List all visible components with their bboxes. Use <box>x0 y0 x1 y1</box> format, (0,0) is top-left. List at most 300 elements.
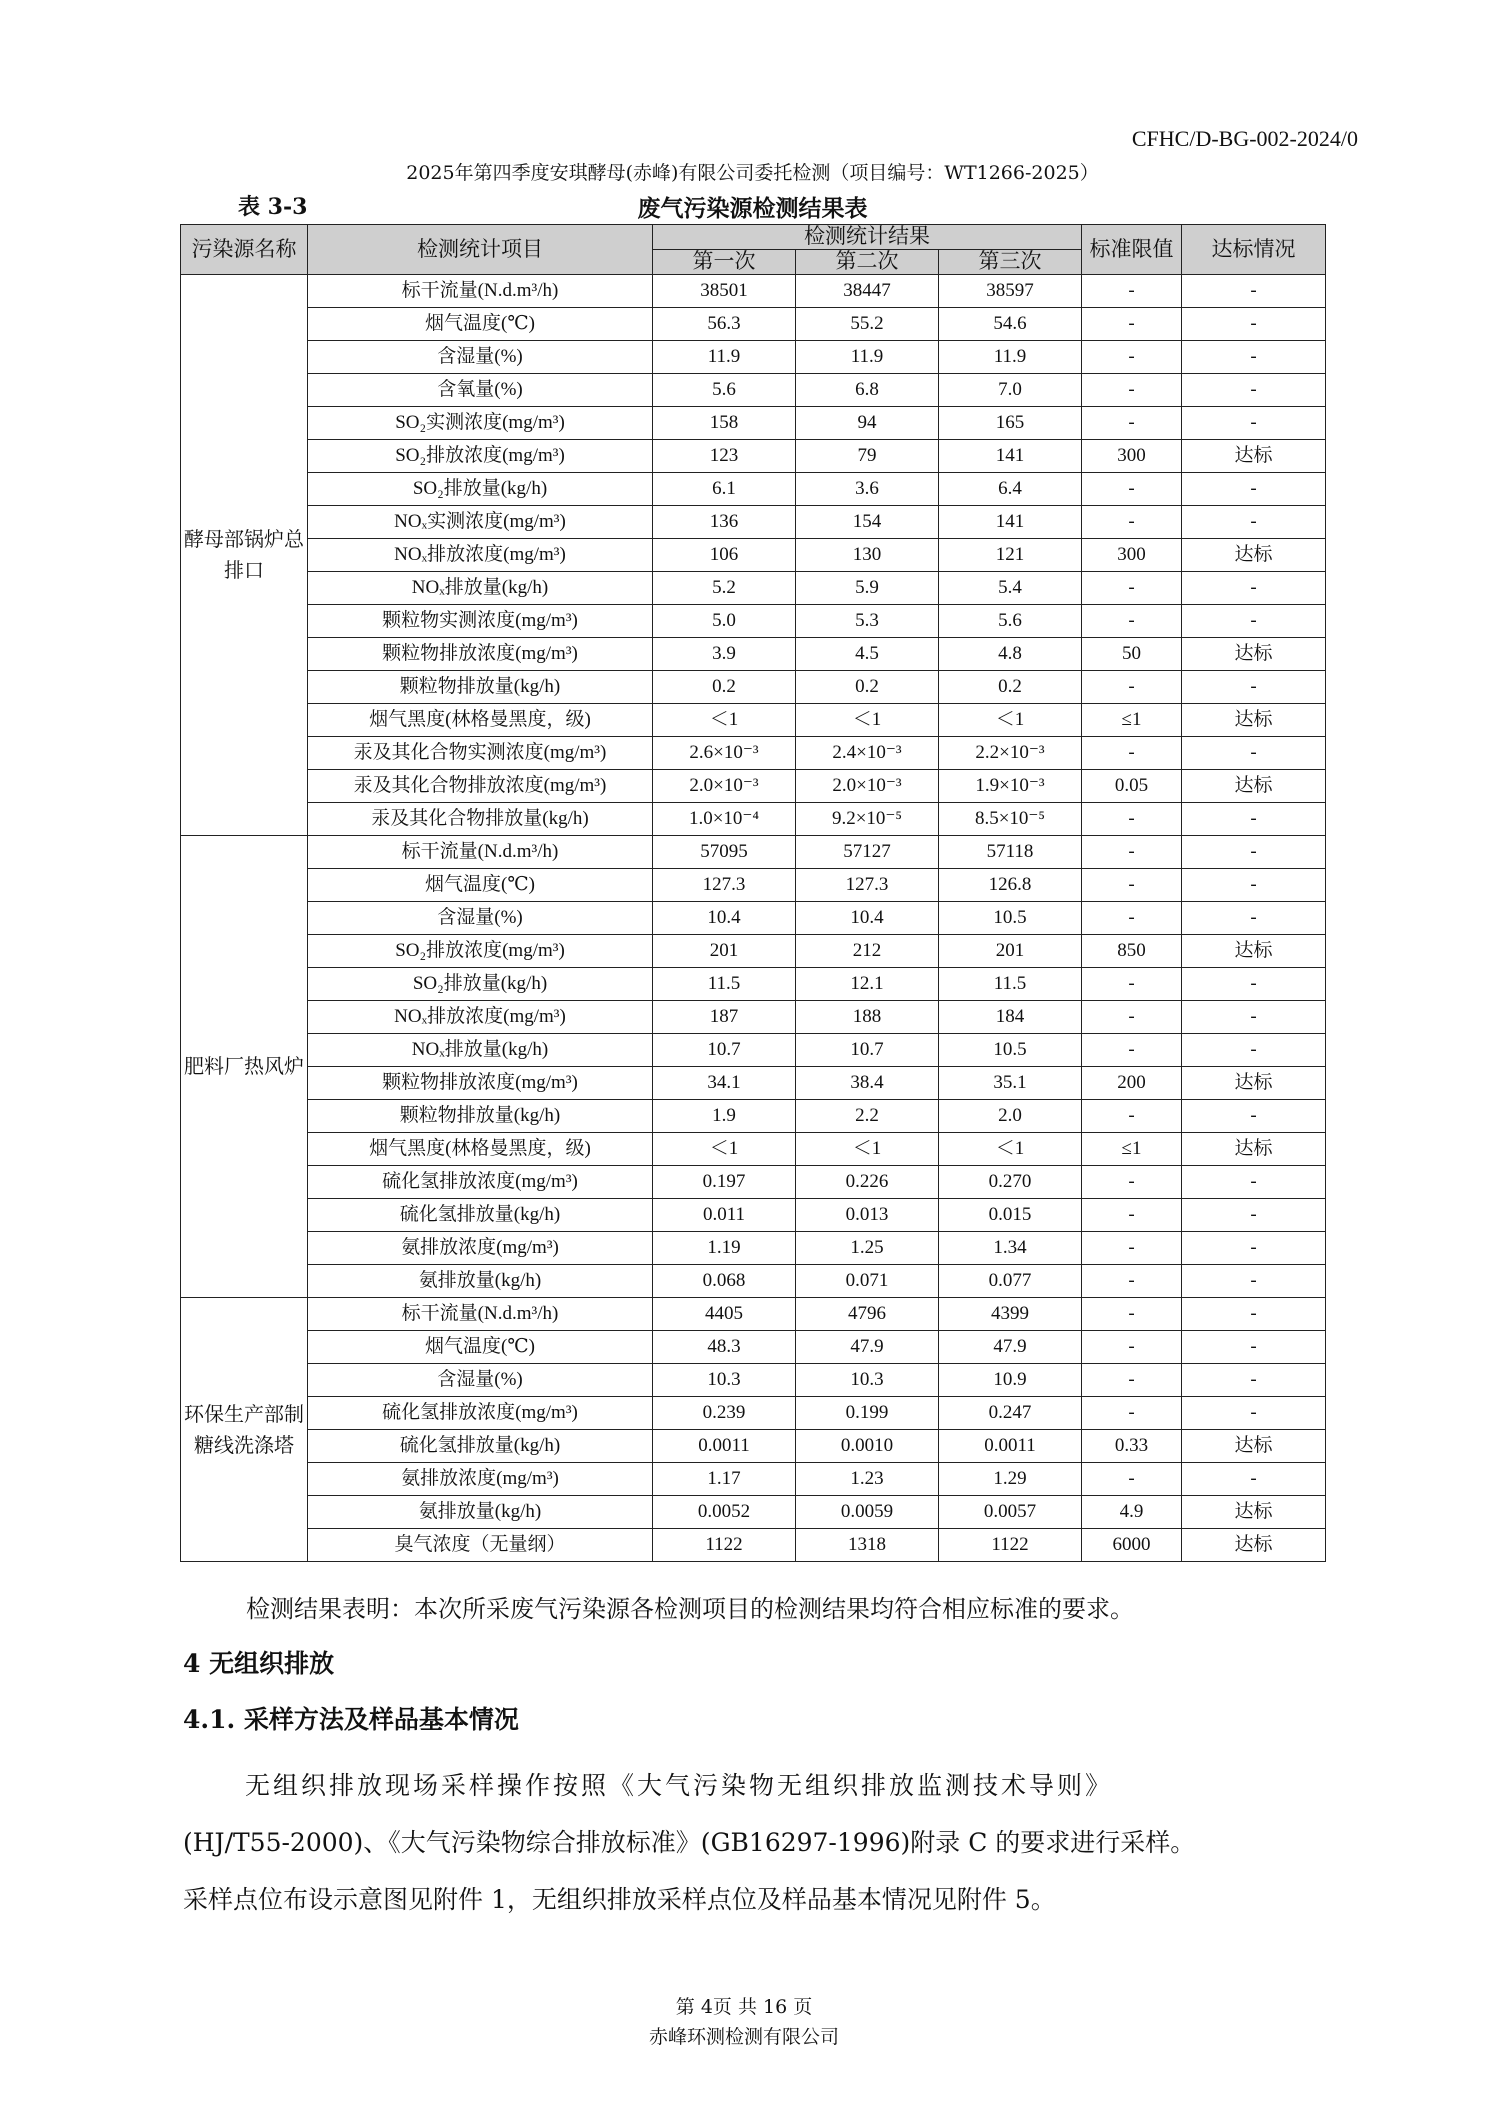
cell-r3: 1.29 <box>939 1463 1082 1496</box>
cell-item: SO₂排放量(kg/h) <box>308 968 653 1001</box>
source-name: 酵母部锅炉总排口 <box>181 275 308 836</box>
cell-limit: - <box>1082 902 1182 935</box>
cell-status: - <box>1182 605 1326 638</box>
cell-limit: 6000 <box>1082 1529 1182 1562</box>
cell-status: 达标 <box>1182 1133 1326 1166</box>
cell-limit: - <box>1082 1265 1182 1298</box>
cell-item: NOₓ排放量(kg/h) <box>308 1034 653 1067</box>
cell-r3: 4.8 <box>939 638 1082 671</box>
cell-r2: 0.0059 <box>796 1496 939 1529</box>
table-row <box>181 407 1326 440</box>
cell-r2: 12.1 <box>796 968 939 1001</box>
header-item: 检测统计项目 <box>308 225 653 275</box>
table-row <box>181 902 1326 935</box>
cell-item: SO₂实测浓度(mg/m³) <box>308 407 653 440</box>
cell-limit: - <box>1082 1100 1182 1133</box>
cell-r1: 6.1 <box>653 473 796 506</box>
table-row <box>181 1529 1326 1562</box>
cell-status: 达标 <box>1182 935 1326 968</box>
cell-item: 颗粒物排放量(kg/h) <box>308 671 653 704</box>
cell-r1: 0.0011 <box>653 1430 796 1463</box>
table-row <box>181 341 1326 374</box>
cell-limit: - <box>1082 671 1182 704</box>
table-row <box>181 473 1326 506</box>
table-row <box>181 1166 1326 1199</box>
table-row <box>181 1067 1326 1100</box>
cell-item: 烟气温度(℃) <box>308 869 653 902</box>
paragraph-line: 无组织排放现场采样操作按照《大气污染物无组织排放监测技术导则》 <box>245 1771 1114 1800</box>
cell-item: 含湿量(%) <box>308 341 653 374</box>
table-row <box>181 1100 1326 1133</box>
table-row <box>181 1463 1326 1496</box>
cell-item: 氨排放浓度(mg/m³) <box>308 1463 653 1496</box>
cell-item: 烟气黑度(林格曼黑度，级) <box>308 704 653 737</box>
cell-item: 标干流量(N.d.m³/h) <box>308 275 653 308</box>
cell-status: - <box>1182 1100 1326 1133</box>
table-row <box>181 869 1326 902</box>
cell-status: - <box>1182 671 1326 704</box>
cell-r3: 10.5 <box>939 902 1082 935</box>
header-third: 第三次 <box>939 250 1082 275</box>
cell-limit: - <box>1082 341 1182 374</box>
cell-r2: 1.23 <box>796 1463 939 1496</box>
cell-r1: 3.9 <box>653 638 796 671</box>
cell-limit: - <box>1082 374 1182 407</box>
cell-r3: ＜1 <box>939 704 1082 737</box>
cell-status: 达标 <box>1182 539 1326 572</box>
cell-item: 硫化氢排放浓度(mg/m³) <box>308 1397 653 1430</box>
cell-limit: - <box>1082 1331 1182 1364</box>
cell-item: 臭气浓度（无量纲） <box>308 1529 653 1562</box>
cell-item: SO₂排放浓度(mg/m³) <box>308 935 653 968</box>
cell-status: - <box>1182 473 1326 506</box>
cell-limit: - <box>1082 605 1182 638</box>
cell-status: - <box>1182 341 1326 374</box>
cell-r1: 0.239 <box>653 1397 796 1430</box>
cell-r1: 158 <box>653 407 796 440</box>
cell-r3: ＜1 <box>939 1133 1082 1166</box>
cell-r3: 0.247 <box>939 1397 1082 1430</box>
cell-r2: 130 <box>796 539 939 572</box>
cell-r2: 188 <box>796 1001 939 1034</box>
table-row <box>181 374 1326 407</box>
table-row <box>181 539 1326 572</box>
document-code: CFHC/D-BG-002-2024/0 <box>1131 126 1358 151</box>
cell-r3: 1.34 <box>939 1232 1082 1265</box>
cell-r2: 10.7 <box>796 1034 939 1067</box>
cell-r1: 10.3 <box>653 1364 796 1397</box>
cell-item: 硫化氢排放浓度(mg/m³) <box>308 1166 653 1199</box>
cell-r2: ＜1 <box>796 704 939 737</box>
header-first: 第一次 <box>653 250 796 275</box>
table-row <box>181 1133 1326 1166</box>
cell-limit: - <box>1082 506 1182 539</box>
cell-status: - <box>1182 1463 1326 1496</box>
cell-r3: 0.015 <box>939 1199 1082 1232</box>
cell-r1: 0.2 <box>653 671 796 704</box>
cell-status: - <box>1182 572 1326 605</box>
cell-r1: 57095 <box>653 836 796 869</box>
table-row <box>181 1331 1326 1364</box>
cell-r1: 127.3 <box>653 869 796 902</box>
source-name: 环保生产部制糖线洗涤塔 <box>181 1298 308 1562</box>
header-limit: 标准限值 <box>1082 225 1182 275</box>
cell-r2: ＜1 <box>796 1133 939 1166</box>
cell-limit: 4.9 <box>1082 1496 1182 1529</box>
table-caption <box>180 188 1325 222</box>
cell-status: - <box>1182 1034 1326 1067</box>
cell-status: 达标 <box>1182 1430 1326 1463</box>
table-row <box>181 638 1326 671</box>
cell-limit: - <box>1082 836 1182 869</box>
cell-r3: 6.4 <box>939 473 1082 506</box>
table-row <box>181 440 1326 473</box>
cell-r3: 35.1 <box>939 1067 1082 1100</box>
results-table <box>180 224 1326 1562</box>
cell-item: 含氧量(%) <box>308 374 653 407</box>
cell-r2: 6.8 <box>796 374 939 407</box>
cell-r3: 54.6 <box>939 308 1082 341</box>
cell-r3: 7.0 <box>939 374 1082 407</box>
cell-r2: 11.9 <box>796 341 939 374</box>
cell-r1: 2.0×10⁻³ <box>653 770 796 803</box>
cell-item: 硫化氢排放量(kg/h) <box>308 1430 653 1463</box>
cell-limit: 50 <box>1082 638 1182 671</box>
cell-status: - <box>1182 1265 1326 1298</box>
cell-r2: 10.4 <box>796 902 939 935</box>
cell-status: - <box>1182 803 1326 836</box>
cell-r3: 165 <box>939 407 1082 440</box>
cell-limit: ≤1 <box>1082 1133 1182 1166</box>
cell-r1: 48.3 <box>653 1331 796 1364</box>
cell-status: - <box>1182 1331 1326 1364</box>
cell-r2: 4.5 <box>796 638 939 671</box>
cell-r1: 123 <box>653 440 796 473</box>
cell-limit: - <box>1082 473 1182 506</box>
cell-status: - <box>1182 836 1326 869</box>
table-row <box>181 1265 1326 1298</box>
cell-r2: 38.4 <box>796 1067 939 1100</box>
cell-limit: - <box>1082 1397 1182 1430</box>
cell-r1: 5.2 <box>653 572 796 605</box>
cell-limit: - <box>1082 1166 1182 1199</box>
table-row <box>181 1496 1326 1529</box>
cell-limit: - <box>1082 737 1182 770</box>
header-results: 检测统计结果 <box>653 225 1082 250</box>
table-row <box>181 770 1326 803</box>
cell-item: 颗粒物排放量(kg/h) <box>308 1100 653 1133</box>
cell-item: 硫化氢排放量(kg/h) <box>308 1199 653 1232</box>
cell-item: SO₂排放浓度(mg/m³) <box>308 440 653 473</box>
cell-r1: 1.9 <box>653 1100 796 1133</box>
cell-item: 烟气黑度(林格曼黑度，级) <box>308 1133 653 1166</box>
cell-r3: 1.9×10⁻³ <box>939 770 1082 803</box>
source-name: 肥料厂热风炉 <box>181 836 308 1298</box>
table-row <box>181 836 1326 869</box>
subsection-title: 4.1. 采样方法及样品基本情况 <box>183 1705 519 1734</box>
cell-limit: 0.05 <box>1082 770 1182 803</box>
table-row <box>181 572 1326 605</box>
cell-r2: 0.0010 <box>796 1430 939 1463</box>
cell-status: - <box>1182 1364 1326 1397</box>
cell-limit: 300 <box>1082 440 1182 473</box>
cell-r3: 10.5 <box>939 1034 1082 1067</box>
cell-r1: 11.9 <box>653 341 796 374</box>
cell-r1: 1.19 <box>653 1232 796 1265</box>
cell-limit: - <box>1082 308 1182 341</box>
table-row <box>181 1364 1326 1397</box>
cell-r3: 0.270 <box>939 1166 1082 1199</box>
cell-r3: 2.2×10⁻³ <box>939 737 1082 770</box>
cell-r2: 0.013 <box>796 1199 939 1232</box>
paragraph-line: 采样点位布设示意图见附件 1，无组织排放采样点位及样品基本情况见附件 5。 <box>183 1885 1056 1914</box>
cell-r1: 5.6 <box>653 374 796 407</box>
cell-limit: ≤1 <box>1082 704 1182 737</box>
cell-limit: - <box>1082 1034 1182 1067</box>
cell-status: 达标 <box>1182 440 1326 473</box>
cell-r3: 8.5×10⁻⁵ <box>939 803 1082 836</box>
header-status: 达标情况 <box>1182 225 1326 275</box>
cell-item: 烟气温度(℃) <box>308 308 653 341</box>
cell-item: 汞及其化合物排放量(kg/h) <box>308 803 653 836</box>
cell-r1: 187 <box>653 1001 796 1034</box>
table-row <box>181 737 1326 770</box>
header-second: 第二次 <box>796 250 939 275</box>
cell-r1: 34.1 <box>653 1067 796 1100</box>
cell-r3: 1122 <box>939 1529 1082 1562</box>
cell-item: 汞及其化合物实测浓度(mg/m³) <box>308 737 653 770</box>
cell-r2: 3.6 <box>796 473 939 506</box>
cell-status: - <box>1182 869 1326 902</box>
table-row <box>181 671 1326 704</box>
cell-item: 氨排放量(kg/h) <box>308 1265 653 1298</box>
table-row <box>181 968 1326 1001</box>
cell-r2: 2.2 <box>796 1100 939 1133</box>
cell-r1: 0.068 <box>653 1265 796 1298</box>
cell-status: - <box>1182 506 1326 539</box>
cell-r3: 0.0011 <box>939 1430 1082 1463</box>
table-row <box>181 1001 1326 1034</box>
cell-limit: 300 <box>1082 539 1182 572</box>
cell-status: - <box>1182 968 1326 1001</box>
cell-r1: 1122 <box>653 1529 796 1562</box>
cell-item: NOₓ实测浓度(mg/m³) <box>308 506 653 539</box>
cell-r2: 1.25 <box>796 1232 939 1265</box>
cell-item: NOₓ排放浓度(mg/m³) <box>308 539 653 572</box>
cell-r3: 2.0 <box>939 1100 1082 1133</box>
section-title: 4 无组织排放 <box>183 1649 335 1678</box>
cell-r1: ＜1 <box>653 704 796 737</box>
cell-item: NOₓ排放浓度(mg/m³) <box>308 1001 653 1034</box>
cell-r2: 47.9 <box>796 1331 939 1364</box>
paragraph-line: (HJ/T55-2000)、《大气污染物综合排放标准》(GB16297-1996)附录 C 的要求进行采样。 <box>183 1828 1196 1857</box>
cell-r3: 141 <box>939 506 1082 539</box>
cell-item: 颗粒物排放浓度(mg/m³) <box>308 1067 653 1100</box>
cell-limit: - <box>1082 407 1182 440</box>
cell-r1: ＜1 <box>653 1133 796 1166</box>
table-number: 表 3-3 <box>238 194 308 220</box>
cell-r3: 38597 <box>939 275 1082 308</box>
table-row <box>181 1232 1326 1265</box>
cell-status: - <box>1182 374 1326 407</box>
cell-item: 含湿量(%) <box>308 902 653 935</box>
cell-r2: 57127 <box>796 836 939 869</box>
cell-limit: - <box>1082 572 1182 605</box>
cell-item: 氨排放浓度(mg/m³) <box>308 1232 653 1265</box>
cell-r2: 127.3 <box>796 869 939 902</box>
cell-limit: 200 <box>1082 1067 1182 1100</box>
cell-limit: - <box>1082 869 1182 902</box>
cell-status: 达标 <box>1182 704 1326 737</box>
cell-status: 达标 <box>1182 1067 1326 1100</box>
cell-item: 颗粒物排放浓度(mg/m³) <box>308 638 653 671</box>
cell-status: - <box>1182 275 1326 308</box>
cell-limit: - <box>1082 1463 1182 1496</box>
cell-r3: 5.4 <box>939 572 1082 605</box>
cell-item: NOₓ排放量(kg/h) <box>308 572 653 605</box>
cell-r3: 126.8 <box>939 869 1082 902</box>
cell-r2: 5.3 <box>796 605 939 638</box>
cell-status: - <box>1182 1397 1326 1430</box>
table-row <box>181 1430 1326 1463</box>
cell-r3: 0.2 <box>939 671 1082 704</box>
cell-status: - <box>1182 737 1326 770</box>
cell-r2: 9.2×10⁻⁵ <box>796 803 939 836</box>
cell-limit: - <box>1082 1001 1182 1034</box>
cell-r2: 0.199 <box>796 1397 939 1430</box>
cell-r2: 212 <box>796 935 939 968</box>
cell-r2: 5.9 <box>796 572 939 605</box>
cell-r2: 94 <box>796 407 939 440</box>
cell-r1: 0.0052 <box>653 1496 796 1529</box>
cell-r2: 55.2 <box>796 308 939 341</box>
cell-r3: 10.9 <box>939 1364 1082 1397</box>
cell-r3: 57118 <box>939 836 1082 869</box>
cell-r2: 2.4×10⁻³ <box>796 737 939 770</box>
cell-r3: 11.9 <box>939 341 1082 374</box>
cell-r2: 0.2 <box>796 671 939 704</box>
cell-r2: 1318 <box>796 1529 939 1562</box>
cell-item: 标干流量(N.d.m³/h) <box>308 836 653 869</box>
table-title: 废气污染源检测结果表 <box>637 195 868 222</box>
cell-r1: 0.197 <box>653 1166 796 1199</box>
cell-r2: 2.0×10⁻³ <box>796 770 939 803</box>
cell-status: - <box>1182 1001 1326 1034</box>
table-row <box>181 1298 1326 1331</box>
cell-r1: 56.3 <box>653 308 796 341</box>
cell-status: 达标 <box>1182 1529 1326 1562</box>
cell-status: - <box>1182 407 1326 440</box>
cell-r3: 184 <box>939 1001 1082 1034</box>
table-body <box>181 275 1326 1562</box>
cell-limit: - <box>1082 1364 1182 1397</box>
cell-limit: - <box>1082 1232 1182 1265</box>
cell-r1: 0.011 <box>653 1199 796 1232</box>
cell-status: 达标 <box>1182 638 1326 671</box>
cell-r1: 10.4 <box>653 902 796 935</box>
cell-item: 标干流量(N.d.m³/h) <box>308 1298 653 1331</box>
cell-item: 氨排放量(kg/h) <box>308 1496 653 1529</box>
cell-limit: - <box>1082 1298 1182 1331</box>
cell-status: - <box>1182 308 1326 341</box>
cell-r3: 47.9 <box>939 1331 1082 1364</box>
cell-r2: 4796 <box>796 1298 939 1331</box>
cell-item: 汞及其化合物排放浓度(mg/m³) <box>308 770 653 803</box>
table-row <box>181 935 1326 968</box>
table-row <box>181 1199 1326 1232</box>
page-number: 第 4页 共 16 页 <box>675 1996 813 2018</box>
table-row <box>181 308 1326 341</box>
cell-r3: 11.5 <box>939 968 1082 1001</box>
cell-r2: 38447 <box>796 275 939 308</box>
cell-r2: 154 <box>796 506 939 539</box>
result-note: 检测结果表明：本次所采废气污染源各检测项目的检测结果均符合相应标准的要求。 <box>246 1595 1134 1623</box>
table-row <box>181 275 1326 308</box>
table-row <box>181 704 1326 737</box>
cell-r2: 79 <box>796 440 939 473</box>
cell-r3: 0.077 <box>939 1265 1082 1298</box>
cell-r2: 0.226 <box>796 1166 939 1199</box>
cell-item: 烟气温度(℃) <box>308 1331 653 1364</box>
cell-limit: 850 <box>1082 935 1182 968</box>
cell-r1: 10.7 <box>653 1034 796 1067</box>
cell-r2: 0.071 <box>796 1265 939 1298</box>
cell-status: - <box>1182 1298 1326 1331</box>
cell-status: - <box>1182 1199 1326 1232</box>
header-source: 污染源名称 <box>181 225 308 275</box>
cell-r1: 4405 <box>653 1298 796 1331</box>
method-paragraph <box>183 1757 1323 1928</box>
cell-r3: 141 <box>939 440 1082 473</box>
cell-r1: 201 <box>653 935 796 968</box>
table-row <box>181 506 1326 539</box>
cell-r1: 11.5 <box>653 968 796 1001</box>
cell-limit: - <box>1082 1199 1182 1232</box>
cell-r2: 10.3 <box>796 1364 939 1397</box>
cell-r3: 5.6 <box>939 605 1082 638</box>
cell-status: 达标 <box>1182 770 1326 803</box>
cell-limit: - <box>1082 275 1182 308</box>
cell-limit: 0.33 <box>1082 1430 1182 1463</box>
cell-r1: 5.0 <box>653 605 796 638</box>
cell-status: 达标 <box>1182 1496 1326 1529</box>
table-row <box>181 1397 1326 1430</box>
cell-status: - <box>1182 1166 1326 1199</box>
table-row <box>181 803 1326 836</box>
cell-item: 颗粒物实测浓度(mg/m³) <box>308 605 653 638</box>
cell-limit: - <box>1082 968 1182 1001</box>
table-row <box>181 605 1326 638</box>
cell-item: 含湿量(%) <box>308 1364 653 1397</box>
company-name: 赤峰环测检测有限公司 <box>648 2026 839 2048</box>
cell-r1: 1.17 <box>653 1463 796 1496</box>
cell-r3: 121 <box>939 539 1082 572</box>
cell-status: - <box>1182 902 1326 935</box>
cell-r3: 0.0057 <box>939 1496 1082 1529</box>
cell-r1: 2.6×10⁻³ <box>653 737 796 770</box>
cell-limit: - <box>1082 803 1182 836</box>
cell-r1: 38501 <box>653 275 796 308</box>
cell-r3: 4399 <box>939 1298 1082 1331</box>
cell-r3: 201 <box>939 935 1082 968</box>
table-row <box>181 1034 1326 1067</box>
cell-r1: 1.0×10⁻⁴ <box>653 803 796 836</box>
cell-status: - <box>1182 1232 1326 1265</box>
cell-r1: 106 <box>653 539 796 572</box>
report-title: 2025年第四季度安琪酵母(赤峰)有限公司委托检测（项目编号：WT1266-2025） <box>406 162 1099 184</box>
cell-r1: 136 <box>653 506 796 539</box>
cell-item: SO₂排放量(kg/h) <box>308 473 653 506</box>
